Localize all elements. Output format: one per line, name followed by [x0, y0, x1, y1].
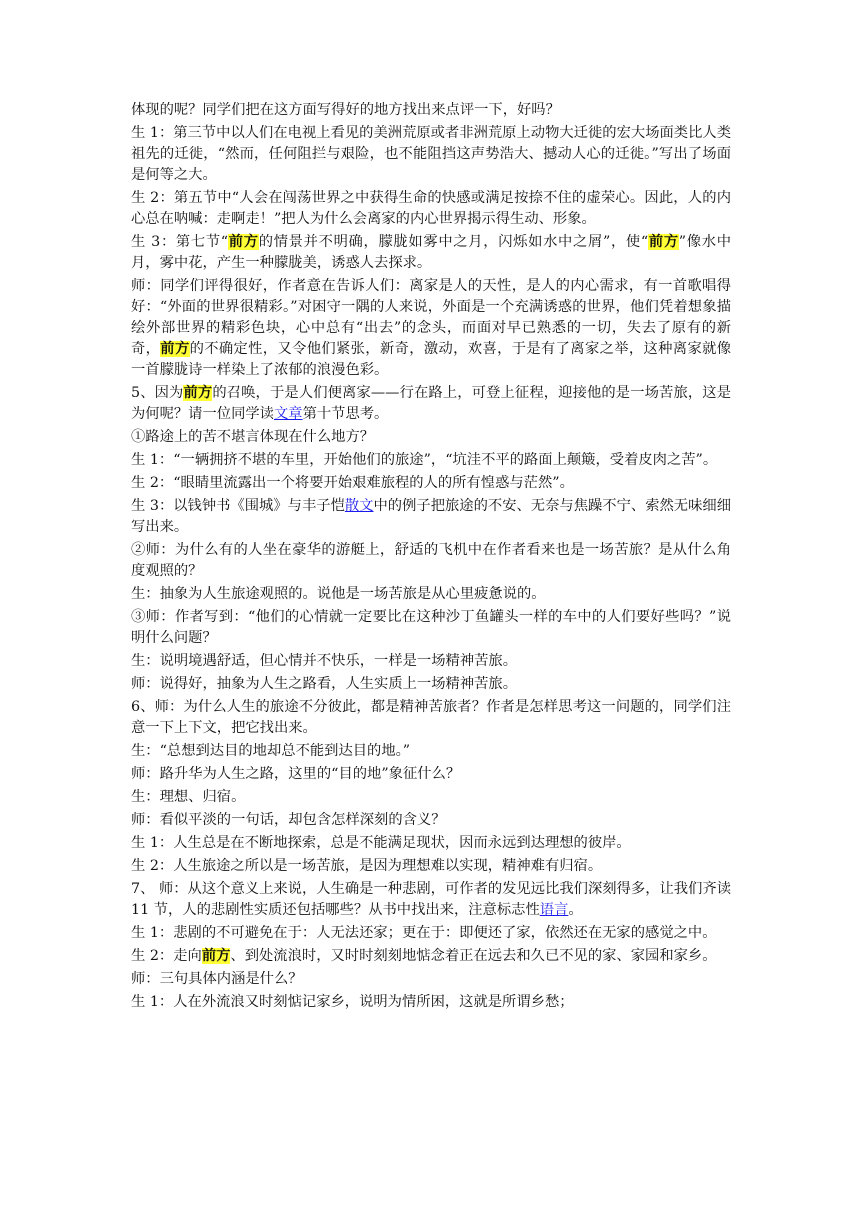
text-run: 生：抽象为人生旅途观照的。说他是一场苦旅是从心里疲惫说的。 — [131, 586, 546, 602]
text-run: ③师：作者写到：“他们的心情就一定要比在这种沙丁鱼罐头一样的车中的人们要好些吗？”说明什么问题？ — [131, 609, 731, 646]
text-run: 中的例子把旅途的不安、无奈与焦躁不宁、索然无味细细写出来。 — [131, 498, 732, 535]
text-run: 生 3：以钱钟书《围城》与丰子恺 — [131, 498, 345, 514]
text-run: 师：三句具体内涵是什么？ — [131, 971, 303, 987]
text-run: 生 1：人在外流浪又时刻惦记家乡，说明为情所困，这就是所谓乡愁； — [131, 994, 574, 1010]
paragraph — [131, 697, 731, 739]
paragraph — [131, 607, 731, 649]
text-run: ”像水中月，雾中花，产生一种朦胧美，诱惑人去探求。 — [131, 234, 732, 271]
text-run: ①路途上的苦不堪言体现在什么地方？ — [131, 429, 375, 445]
paragraph — [131, 427, 731, 448]
text-run: 生 2：第五节中“人会在闯荡世界之中获得生命的快感或满足按捺不住的虚荣心。因此，人的内心总在呐喊：走啊走！”把人为什么会离家的内心世界揭示得生动、形象。 — [131, 190, 731, 227]
text-run: 生 2：走向 — [131, 948, 202, 964]
text-run: 5、因为 — [131, 385, 184, 401]
paragraph — [131, 232, 731, 274]
paragraph — [131, 584, 731, 605]
text-run: 师：说得好，抽象为人生之路看，人生实质上一场精神苦旅。 — [131, 676, 518, 692]
text-run: 的情景并不明确，朦胧如雾中之月，闪烁如水中之屑”，使“ — [258, 234, 649, 250]
paragraph — [131, 923, 731, 944]
text-run: 、到处流浪时，又时时刻刻地惦念着正在远去和久已不见的家、家园和家乡。 — [230, 948, 717, 964]
text-run: 第十节思考。 — [302, 406, 389, 422]
highlighted-term: 前方 — [201, 948, 231, 964]
paragraph — [131, 810, 731, 831]
text-run: 生 1：“一辆拥挤不堪的车里，开始他们的旅途”，“坑洼不平的路面上颠簸，受着皮肉之苦”。 — [131, 452, 718, 468]
paragraph — [131, 188, 731, 230]
text-run: 7、 师：从这个意义上来说，人生确是一种悲剧，可作者的发见远比我们深刻得多，让我们齐读 11 节，人的悲剧性实质还包括哪些？从书中找出来，注意标志性 — [131, 881, 731, 918]
text-run: 师：同学们评得很好，作者意在告诉人们：离家是人的天性，是人的内心需求，有一首歌唱得好：“外面的世界很精彩。”对困守一隅的人来说，外面是一个充满诱惑的世界，他们凭着想象描绘外部世界的精彩色块，心中总有“出去”的念头，而面对早已熟悉的一切，失去了原有的新奇， — [131, 278, 731, 357]
paragraph — [131, 496, 731, 538]
text-run: 生：“总想到达目的地却总不能到达目的地。” — [131, 743, 411, 759]
text-run: 生 2：“眼睛里流露出一个将要开始艰难旅程的人的所有惶惑与茫然”。 — [131, 475, 574, 491]
paragraph — [131, 473, 731, 494]
text-run: 。 — [568, 902, 583, 918]
paragraph — [131, 540, 731, 582]
paragraph — [131, 787, 731, 808]
document-page — [131, 100, 731, 1015]
paragraph — [131, 764, 731, 785]
hyperlink[interactable]: 文章 — [273, 406, 303, 422]
text-run: 生：说明境遇舒适，但心情并不快乐，一样是一场精神苦旅。 — [131, 653, 518, 669]
paragraph — [131, 833, 731, 854]
text-run: 生 1：人生总是在不断地探索，总是不能满足现状，因而永远到达理想的彼岸。 — [131, 835, 631, 851]
paragraph — [131, 856, 731, 877]
paragraph — [131, 276, 731, 381]
text-run: 生 1：第三节中以人们在电视上看见的美洲荒原或者非洲荒原上动物大迁徙的宏大场面类比人类祖先的迁徙，“然而，任何阻拦与艰险，也不能阻挡这声势浩大、撼动人心的迁徙。”写出了场面是何等之大。 — [131, 125, 731, 183]
text-run: 生 1：悲剧的不可避免在于：人无法还家；更在于：即便还了家，依然还在无家的感觉之中。 — [131, 925, 717, 941]
paragraph — [131, 879, 731, 921]
text-run: 生 3：第七节“ — [131, 234, 229, 250]
text-run: 6、师：为什么人生的旅途不分彼此，都是精神苦旅者？作者是怎样思考这一问题的，同学们注意一下上下文，把它找出来。 — [131, 699, 731, 736]
text-run: 的召唤，于是人们便离家——行在路上，可登上征程，迎接他的是一场苦旅，这是为何呢？请一位同学读 — [131, 385, 732, 422]
text-run: 的不确定性，又令他们紧张，新奇，激动，欢喜，于是有了离家之举，这种离家就像一首朦胧诗一样染上了浓郁的浪漫色彩。 — [131, 341, 732, 378]
hyperlink[interactable]: 语言 — [539, 902, 569, 918]
paragraph — [131, 992, 731, 1013]
text-run: 体现的呢？同学们把在这方面写得好的地方找出来点评一下，好吗？ — [131, 102, 560, 118]
hyperlink[interactable]: 散文 — [344, 498, 374, 514]
paragraph — [131, 123, 731, 186]
paragraph — [131, 741, 731, 762]
paragraph — [131, 946, 731, 967]
text-run: 师：看似平淡的一句话，却包含怎样深刻的含义？ — [131, 812, 446, 828]
paragraph — [131, 383, 731, 425]
highlighted-term: 前方 — [648, 234, 679, 250]
text-run: ②师：为什么有的人坐在豪华的游艇上，舒适的飞机中在作者看来也是一场苦旅？是从什么角度观照的？ — [131, 542, 731, 579]
paragraph — [131, 969, 731, 990]
paragraph — [131, 674, 731, 695]
text-run: 生 2：人生旅途之所以是一场苦旅，是因为理想难以实现，精神难有归宿。 — [131, 858, 603, 874]
text-run: 生：理想、归宿。 — [131, 789, 246, 805]
paragraph — [131, 100, 731, 121]
paragraph — [131, 651, 731, 672]
paragraph — [131, 450, 731, 471]
highlighted-term: 前方 — [228, 234, 259, 250]
text-run: 师：路升华为人生之路，这里的“目的地”象征什么？ — [131, 766, 461, 782]
highlighted-term: 前方 — [160, 341, 190, 357]
highlighted-term: 前方 — [183, 385, 213, 401]
